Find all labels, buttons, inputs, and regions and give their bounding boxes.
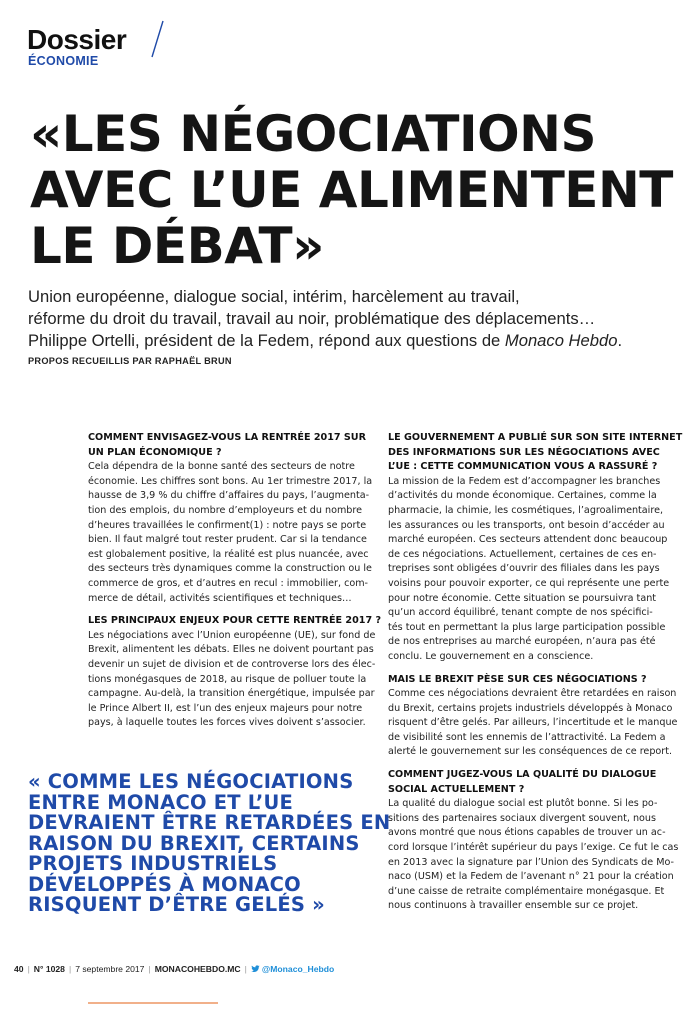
issue-date: 7 septembre 2017 [75, 964, 145, 974]
answer-line: cord lorsque l’intérêt supérieur du pays l’exige. Ce fut le cas [388, 842, 679, 854]
answer-line: alerté le gouvernement sur les conséquences de ce report. [388, 746, 673, 758]
pull-quote-line: ENTRE MONACO ET L’UE [28, 790, 294, 814]
intro-period: . [617, 331, 623, 350]
answer-line: Brexit, alimentent les débats. Elles ne doivent pourtant pas [88, 644, 374, 656]
question-line: SOCIAL ACTUELLEMENT ? [388, 783, 525, 795]
website-link[interactable]: MONACOHEBDO.MC [154, 964, 241, 974]
answer [388, 687, 678, 760]
pull-quote-line: « COMME LES NÉGOCIATIONS [28, 770, 354, 793]
answer-line: de ces négociations. Actuellement, certaines de ces en- [388, 548, 657, 560]
answer-line: Les négociations avec l’Union européenne (UE), sur fond de [88, 629, 376, 641]
answer-line: d’activités du monde économique. Certaines, comme la [388, 490, 657, 502]
page-footer [14, 964, 334, 974]
question [388, 768, 670, 797]
pull-quote-line: RISQUENT D’ÊTRE GELÉS » [28, 893, 325, 916]
answer [388, 797, 679, 914]
question-line: L’UE : CETTE COMMUNICATION VOUS A RASSURÉ ? [388, 461, 658, 473]
publication-name: Monaco Hebdo [504, 331, 618, 350]
answer-line: devenir un sujet de division et de controverse lors des élec- [88, 658, 376, 670]
byline: PROPOS RECUEILLIS PAR RAPHAËL BRUN [28, 356, 232, 366]
answer-line: naco (USM) et la Fedem de l’avenant n° 21 pour la création [388, 871, 674, 883]
pull-quote-line: RAISON DU BREXIT, CERTAINS [28, 831, 360, 855]
answer-line: d’une caisse de retraite complémentaire monégasque. Et [388, 885, 665, 897]
section-title: Dossier [27, 24, 127, 55]
question-line: LE GOUVERNEMENT A PUBLIÉ SUR SON SITE INTERNET [388, 432, 683, 443]
question-line: UN PLAN ÉCONOMIQUE ? [88, 446, 222, 458]
footer-separator: | [148, 964, 151, 974]
question-line: MAIS LE BREXIT PÈSE SUR CES NÉGOCIATIONS ? [388, 673, 647, 685]
left-column [88, 431, 382, 731]
headline-line: AVEC L’UE ALIMENTENT [30, 161, 673, 219]
pull-quote-line: PROJETS INDUSTRIELS [28, 852, 278, 875]
answer-line: pays, à laquelle toutes les forces vives doivent s’associer. [88, 717, 366, 729]
intro-line: réforme du droit du travail, travail au noir, problématique des déplacements… [28, 309, 596, 328]
answer-line: d’heures travaillées le confirment(1) : notre pays se porte [88, 519, 367, 531]
question [88, 614, 382, 629]
answer-line: merce de détail, activités scientifiques et techniques… [88, 592, 352, 604]
footer-separator: | [68, 964, 72, 974]
question-line: COMMENT JUGEZ-VOUS LA QUALITÉ DU DIALOGUE [388, 769, 657, 781]
answer-line: économie. Les chiffres sont bons. Au 1er trimestre 2017, la [88, 475, 373, 487]
answer-line: le Prince Albert II, est l’un des enjeux majeurs pour notre [88, 702, 363, 714]
answer-line: les assurances ou les transports, ont besoin d’accéder au [388, 519, 665, 531]
pull-quote-line: DEVRAIENT ÊTRE RETARDÉES EN [28, 811, 391, 834]
answer-line: nous continuons à travailler ensemble sur ce projet. [388, 900, 639, 912]
answer-line: sitions des partenaires sociaux divergent souvent, nous [388, 812, 657, 824]
answer-line: de nos entreprises au marché européen, n’aura pas été [388, 636, 656, 648]
right-column [388, 431, 683, 914]
question-line: LES PRINCIPAUX ENJEUX POUR CETTE RENTRÉE 2017 ? [88, 615, 382, 627]
footer-accent-rule [88, 1002, 218, 1004]
answer-line: tés tout en permettant la plus large participation possible [388, 621, 666, 633]
headline-line: LE DÉBAT» [30, 217, 324, 275]
answer-line: tion des emplois, du nombre d’employeurs et du nombre [88, 504, 363, 516]
footer-separator: | [244, 964, 247, 974]
article-headline [30, 106, 680, 274]
answer-line: treprises sont obligées d’ouvrir des filiales dans les pays [388, 563, 660, 575]
question-line: COMMENT ENVISAGEZ-VOUS LA RENTRÉE 2017 SUR [88, 432, 366, 443]
answer-line: marché européen. Ces secteurs attendent donc beaucoup [388, 534, 668, 546]
answer [388, 475, 670, 665]
headline-line: «LES NÉGOCIATIONS [30, 105, 596, 163]
answer-line: campagne. Au-delà, la transition énergétique, impulsée par [88, 688, 375, 700]
answer-line: Cela dépendra de la bonne santé des secteurs de notre [88, 461, 355, 473]
intro-line [28, 330, 668, 352]
answer-line: tions monégasques de 2018, au risque de polluer toute la [88, 673, 367, 685]
intro-text: Philippe Ortelli, président de la Fedem, répond aux questions de [28, 331, 505, 350]
answer-line: de visibilité sont les ennemis de l’attractivité. La Fedem a [388, 731, 666, 743]
answer-line: est globalement positive, la réalité est plus nuancée, avec [88, 548, 369, 560]
twitter-bird-icon [251, 965, 260, 973]
answer-line: avons montré que nous étions capables de trouver un ac- [388, 827, 666, 839]
answer-line: risquent d’être gelés. Par ailleurs, l’incertitude et le manque [388, 717, 678, 729]
answer-line: bien. Il faut malgré tout rester prudent. Car si la tendance [88, 534, 367, 546]
pull-quote-line: DÉVELOPPÉS À MONACO [28, 872, 301, 896]
answer-line: pharmacie, la chimie, les cosmétiques, l’agroalimentaire, [388, 504, 664, 516]
footer-separator: | [27, 964, 30, 974]
answer-line: commerce de gros, et d’autres en recul : immobilier, com- [88, 577, 369, 589]
answer-line: La mission de la Fedem est d’accompagner les branches [388, 475, 661, 487]
answer-line: en 2013 avec la signature par l’Union des Syndicats de Mo- [388, 856, 674, 868]
answer-line: du Brexit, certains projets industriels développés à Monaco [388, 702, 673, 714]
answer-line: conclu. Le gouvernement en a conscience. [388, 650, 594, 662]
question-line: DES INFORMATIONS SUR LES NÉGOCIATIONS AVEC [388, 446, 660, 458]
question [388, 673, 670, 688]
article-intro [28, 286, 668, 352]
question [88, 431, 370, 460]
answer-line: hausse de 3,9 % du chiffre d’affaires du pays, l’augmenta- [88, 490, 370, 502]
page-number: 40 [14, 964, 24, 974]
answer-line: Comme ces négociations devraient être retardées en raison [388, 688, 677, 700]
slash-divider-icon [150, 20, 164, 58]
twitter-handle-link[interactable]: @Monaco_Hebdo [261, 964, 335, 974]
answer-line: voisins pour pouvoir exporter, ce qui représente une perte [388, 577, 670, 589]
answer-line: pour notre économie. Cette situation se poursuivra tant [388, 592, 657, 604]
section-subtitle: ÉCONOMIE [28, 54, 99, 68]
answer [88, 460, 373, 606]
issue-number: N° 1028 [33, 964, 65, 974]
answer-line: qu’un accord équilibré, tenant compte de nos spécifici- [388, 607, 653, 619]
question [388, 431, 683, 475]
answer-line: des secteurs très dynamiques comme la construction ou le [88, 563, 372, 575]
pull-quote [28, 770, 391, 916]
answer-line: La qualité du dialogue social est plutôt bonne. Si les po- [388, 798, 658, 810]
answer [88, 629, 376, 731]
intro-line: Union européenne, dialogue social, intérim, harcèlement au travail, [28, 287, 520, 306]
